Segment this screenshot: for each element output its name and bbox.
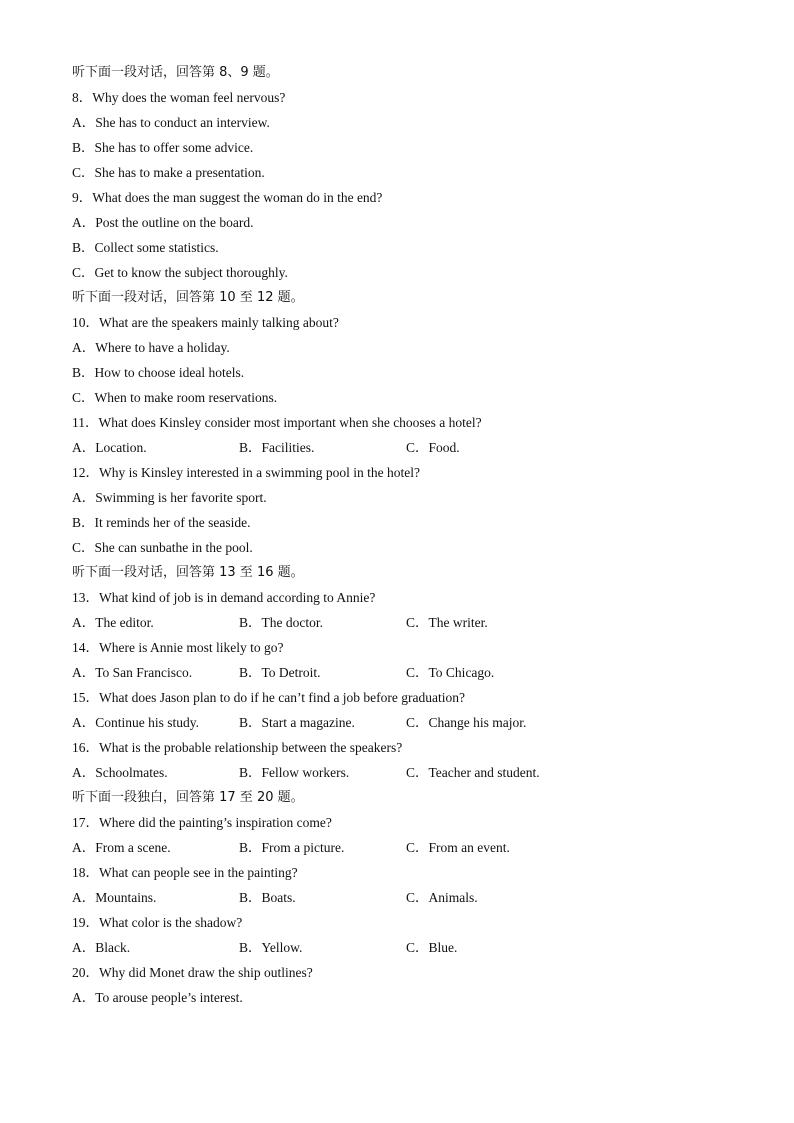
option-text: C．She has to make a presentation. xyxy=(72,165,265,180)
question-text: 8．Why does the woman feel nervous? xyxy=(72,90,286,105)
option-text: A．Location. xyxy=(72,440,147,455)
option-text: C．The writer. xyxy=(406,615,488,630)
section-heading: 听下面一段对话，回答第 10 至 12 题。 xyxy=(72,290,304,305)
option-text: B．Facilities. xyxy=(239,440,315,455)
question-text: 9．What does the man suggest the woman do in the end? xyxy=(72,190,383,205)
section-heading: 听下面一段独白，回答第 17 至 20 题。 xyxy=(72,790,304,805)
option-text: B．It reminds her of the seaside. xyxy=(72,515,251,530)
option-text: A．From a scene. xyxy=(72,840,171,855)
option-text: B．From a picture. xyxy=(239,840,345,855)
option-text: C．Animals. xyxy=(406,890,478,905)
question-text: 11．What does Kinsley consider most important when she chooses a hotel? xyxy=(72,415,482,430)
option-text: C．Teacher and student. xyxy=(406,765,540,780)
question-text: 19．What color is the shadow? xyxy=(72,915,243,930)
options-row xyxy=(72,663,752,688)
option-text: B．The doctor. xyxy=(239,615,323,630)
option-text: A．To arouse people’s interest. xyxy=(72,990,243,1005)
option-text: B．To Detroit. xyxy=(239,665,321,680)
option-text: B．Yellow. xyxy=(239,940,303,955)
option-text: C．Get to know the subject thoroughly. xyxy=(72,265,288,280)
options-row xyxy=(72,713,752,738)
question-text: 15．What does Jason plan to do if he can’t find a job before graduation? xyxy=(72,690,466,705)
question-text: 10．What are the speakers mainly talking about? xyxy=(72,315,339,330)
option-text: A．She has to conduct an interview. xyxy=(72,115,270,130)
options-row xyxy=(72,938,752,963)
options-row xyxy=(72,838,752,863)
section-heading: 听下面一段对话，回答第 13 至 16 题。 xyxy=(72,565,304,580)
options-row xyxy=(72,888,752,913)
section-heading: 听下面一段对话，回答第 8、9 题。 xyxy=(72,65,279,80)
option-text: B．Start a magazine. xyxy=(239,715,355,730)
option-text: B．Fellow workers. xyxy=(239,765,350,780)
option-text: A．Black. xyxy=(72,940,131,955)
option-text: A．Post the outline on the board. xyxy=(72,215,254,230)
option-text: C．Food. xyxy=(406,440,460,455)
option-text: C．To Chicago. xyxy=(406,665,495,680)
question-text: 12．Why is Kinsley interested in a swimming pool in the hotel? xyxy=(72,465,420,480)
document-body xyxy=(72,63,752,1013)
option-text: C．Change his major. xyxy=(406,715,527,730)
option-text: B．She has to offer some advice. xyxy=(72,140,254,155)
options-row xyxy=(72,438,752,463)
question-text: 16．What is the probable relationship between the speakers? xyxy=(72,740,403,755)
options-row xyxy=(72,613,752,638)
option-text: A．Mountains. xyxy=(72,890,157,905)
option-text: A．The editor. xyxy=(72,615,154,630)
question-text: 18．What can people see in the painting? xyxy=(72,865,298,880)
options-row xyxy=(72,763,752,788)
question-text: 14．Where is Annie most likely to go? xyxy=(72,640,284,655)
option-text: A．Continue his study. xyxy=(72,715,200,730)
option-text: C．From an event. xyxy=(406,840,510,855)
option-text: C．She can sunbathe in the pool. xyxy=(72,540,253,555)
option-text: C．When to make room reservations. xyxy=(72,390,278,405)
question-text: 20．Why did Monet draw the ship outlines? xyxy=(72,965,313,980)
option-text: A．Where to have a holiday. xyxy=(72,340,230,355)
option-text: C．Blue. xyxy=(406,940,458,955)
option-text: A．Schoolmates. xyxy=(72,765,168,780)
option-text: B．Collect some statistics. xyxy=(72,240,219,255)
option-text: A．To San Francisco. xyxy=(72,665,193,680)
option-text: A．Swimming is her favorite sport. xyxy=(72,490,267,505)
question-text: 17．Where did the painting’s inspiration come? xyxy=(72,815,332,830)
option-text: B．How to choose ideal hotels. xyxy=(72,365,245,380)
option-text: B．Boats. xyxy=(239,890,296,905)
question-text: 13．What kind of job is in demand according to Annie? xyxy=(72,590,376,605)
